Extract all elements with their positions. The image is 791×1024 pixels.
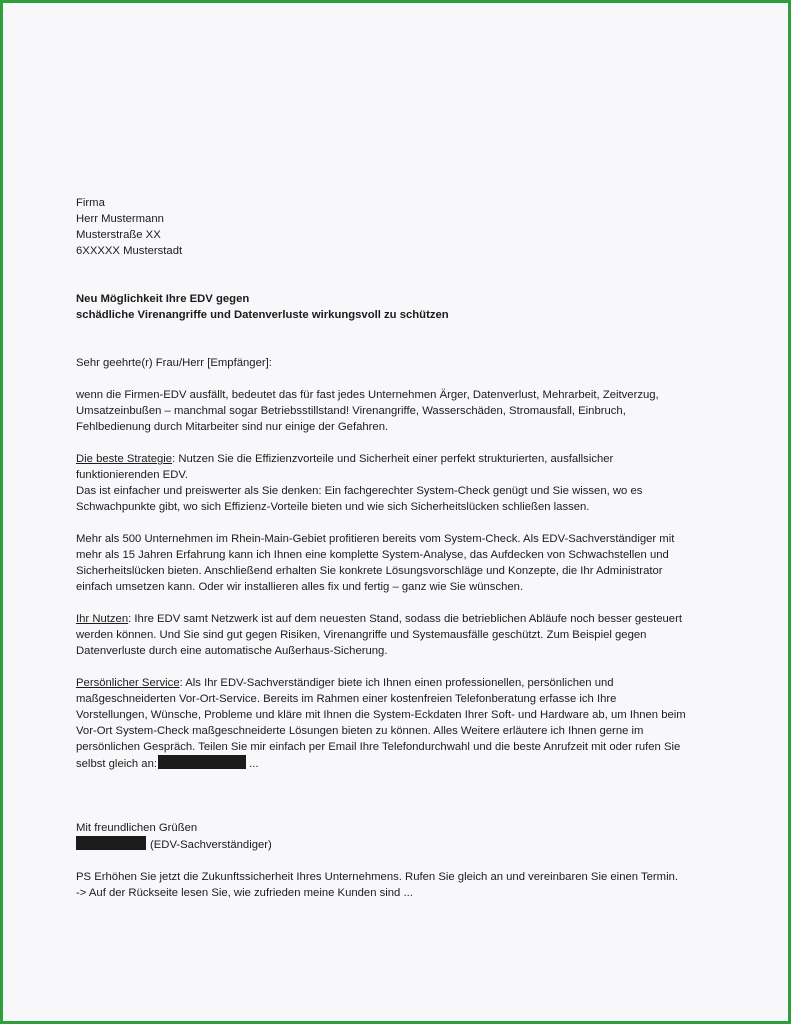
closing-block <box>76 820 726 853</box>
strategy-paragraph <box>76 451 726 515</box>
benefit-line: werden können. Und Sie sind gut gegen Risiken, Virenangriffe und Systemausfälle geschützt. Zum Beispiel gegen <box>76 629 647 641</box>
subject-line-1: Neu Möglichkeit Ihre EDV gegen <box>76 293 250 305</box>
service-line: persönlichen Gespräch. Teilen Sie mir einfach per Email Ihre Telefondurchwahl und die beste Anrufzeit mit oder rufen Sie <box>76 741 681 753</box>
service-last-prefix: selbst gleich an: <box>76 758 158 770</box>
benefit-paragraph <box>76 611 726 659</box>
experience-paragraph <box>76 531 726 595</box>
service-last-suffix: ... <box>246 758 259 770</box>
address-city: 6XXXXX Musterstadt <box>76 245 183 257</box>
strategy-line: : Nutzen Sie die Effizienzvorteile und Sicherheit einer perfekt strukturierten, ausfallsicher <box>172 453 614 465</box>
signature-role: (EDV-Sachverständiger) <box>150 839 272 851</box>
redacted-phone-number <box>158 755 246 769</box>
subject-line <box>76 291 726 323</box>
strategy-heading: Die beste Strategie <box>76 453 173 465</box>
intro-line: wenn die Firmen-EDV ausfällt, bedeutet das für fast jedes Unternehmen Ärger, Datenverlust, Mehrarbeit, Zeitverzug, <box>76 389 659 401</box>
benefit-line: Datenverluste durch eine automatische Außerhaus-Sicherung. <box>76 645 388 657</box>
salutation: Sehr geehrte(r) Frau/Herr [Empfänger]: <box>76 357 272 369</box>
address-name: Herr Mustermann <box>76 213 164 225</box>
address-company: Firma <box>76 197 105 209</box>
intro-paragraph <box>76 387 726 435</box>
experience-line: einfach umsetzen kann. Oder wir installieren alles fix und fertig – ganz wie Sie wünschen. <box>76 581 524 593</box>
service-line: : Als Ihr EDV-Sachverständiger biete ich Ihnen einen professionellen, persönlichen und <box>179 677 614 689</box>
recipient-address <box>76 195 726 259</box>
strategy-line: funktionierenden EDV. <box>76 469 189 481</box>
service-paragraph <box>76 675 726 772</box>
postscript-line: PS Erhöhen Sie jetzt die Zukunftssicherheit Ihres Unternehmens. Rufen Sie gleich an und vereinbaren Sie einen Termin. <box>76 871 679 883</box>
intro-line: Fehlbedienung durch Mitarbeiter sind nur einige der Gefahren. <box>76 421 389 433</box>
letter-body <box>76 195 726 901</box>
experience-line: mehr als 15 Jahren Erfahrung kann ich Ihnen eine komplette System-Analyse, das Aufdecken von Schwachstellen und <box>76 549 669 561</box>
strategy-line: Das ist einfacher und preiswerter als Sie denken: Ein fachgerechter System-Check genügt und Sie wissen, wo es <box>76 485 643 497</box>
benefit-heading: Ihr Nutzen <box>76 613 129 625</box>
subject-line-2: schädliche Virenangriffe und Datenverluste wirkungsvoll zu schützen <box>76 309 449 321</box>
benefit-line: : Ihre EDV samt Netzwerk ist auf dem neuesten Stand, sodass die betrieblichen Abläufe noch besser gesteuert <box>128 613 682 625</box>
service-line: maßgeschneiderten Vor-Ort-Service. Bereits im Rahmen einer kostenfreien Telefonberatung erfasse ich Ihre <box>76 693 617 705</box>
postscript-line: -> Auf der Rückseite lesen Sie, wie zufrieden meine Kunden sind ... <box>76 887 413 899</box>
experience-line: Sicherheitslücken bieten. Anschließend erhalten Sie konkrete Lösungsvorschläge und Konzepte, die Ihr Administrator <box>76 565 663 577</box>
experience-line: Mehr als 500 Unternehmen im Rhein-Main-Gebiet profitieren bereits vom System-Check. Als EDV-Sachverständiger mit <box>76 533 675 545</box>
intro-line: Umsatzeinbußen – manchmal sogar Betriebsstillstand! Virenangriffe, Wasserschäden, Stromausfall, Einbruch, <box>76 405 626 417</box>
closing-greeting: Mit freundlichen Grüßen <box>76 822 198 834</box>
address-street: Musterstraße XX <box>76 229 161 241</box>
strategy-line: Schwachpunkte gibt, wo sich Effizienz-Vorteile bieten und wie sich Sicherheitslücken schließen lassen. <box>76 501 590 513</box>
service-line: Vorstellungen, Wünsche, Probleme und kläre mit Ihnen die System-Eckdaten Ihrer Soft- und Hardware ab, um Ihnen beim <box>76 709 686 721</box>
service-line: Vor-Ort System-Check maßgeschneiderte Lösungen bieten zu können. Alles Weitere erläutere ich Ihnen gerne im <box>76 725 644 737</box>
redacted-signature-name <box>76 836 146 850</box>
service-heading: Persönlicher Service <box>76 677 180 689</box>
postscript <box>76 869 726 901</box>
